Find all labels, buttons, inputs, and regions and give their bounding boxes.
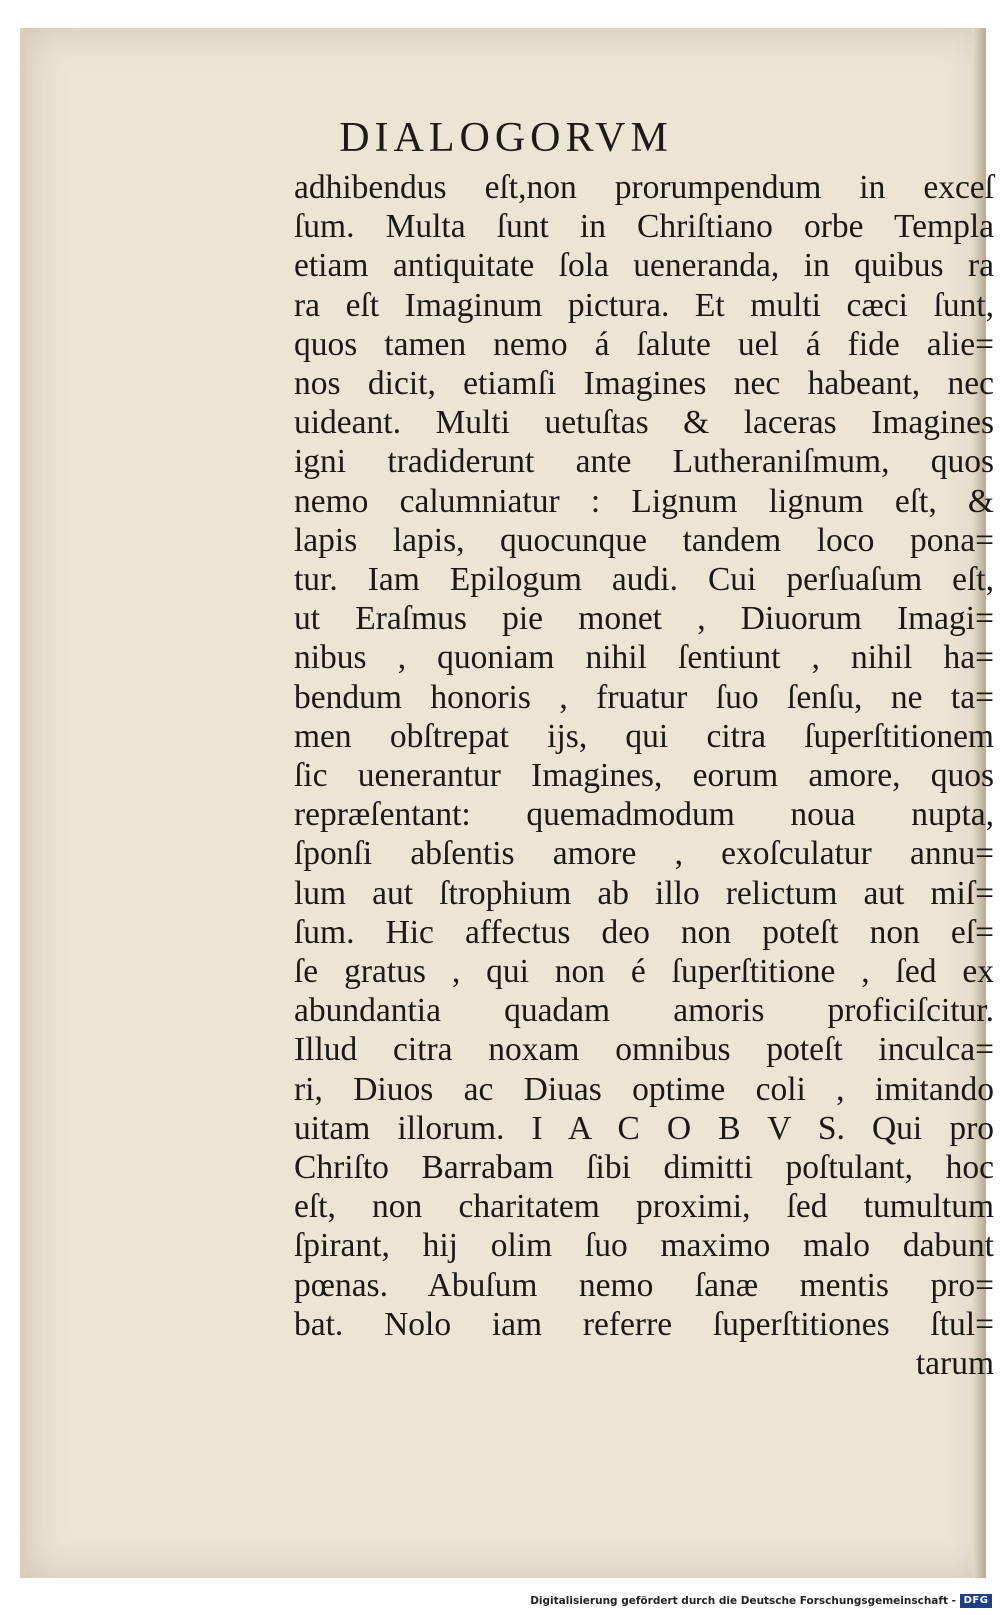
- text-line: bat. Nolo iam referre ſuperſtitiones ſtul=: [294, 1305, 994, 1343]
- text-line: ſum. Hic affectus deo non poteſt non eſ=: [294, 913, 994, 951]
- text-line: lapis lapis, quocunque tandem loco pona=: [294, 521, 994, 559]
- text-line: ſic uenerantur Imagines, eorum amore, quos: [294, 757, 994, 795]
- text-line: ut Eraſmus pie monet , Diuorum Imagi=: [294, 600, 994, 638]
- text-line: nibus , quoniam nihil ſentiunt , nihil ha=: [294, 639, 994, 677]
- text-line: ſum. Multa ſunt in Chriſtiano orbe Templa: [294, 208, 994, 246]
- text-line: ſe gratus , qui non é ſuperſtitione , ſed ex: [294, 953, 994, 991]
- text-line: adhibendus eſt,non prorumpendum in exceſ: [294, 169, 994, 206]
- text-line: ſpirant, hij olim ſuo maximo malo dabunt: [294, 1227, 994, 1265]
- catchword: tarum: [915, 1345, 994, 1383]
- text-line: lum aut ſtrophium ab illo relictum aut miſ=: [294, 874, 994, 912]
- text-line: ſponſi abſentis amore , exoſculatur annu=: [294, 835, 994, 873]
- text-line: bendum honoris , fruatur ſuo ſenſu, ne ta=: [294, 678, 994, 716]
- funding-credit: Digitalisierung gefördert durch die Deutsche Forschungsgemeinschaft -: [530, 1595, 956, 1607]
- footer-bar: [0, 1581, 1000, 1615]
- text-line: quos tamen nemo á ſalute uel á fide alie=: [294, 325, 994, 363]
- running-head: DIALOGORVM: [339, 115, 673, 161]
- text-line: ri, Diuos ac Diuas optime coli , imitando: [294, 1070, 994, 1108]
- text-line: tur. Iam Epilogum audi. Cui perſuaſum eſt,: [294, 561, 994, 599]
- text-line: igni tradiderunt ante Lutheraniſmum, quos: [294, 443, 994, 481]
- text-line: ra eſt Imaginum pictura. Et multi cæci ſunt,: [294, 286, 994, 324]
- text-line: uideant. Multi uetuſtas & laceras Imagines: [294, 404, 994, 442]
- text-line: pœnas. Abuſum nemo ſanæ mentis pro=: [294, 1266, 994, 1304]
- text-line: men obſtrepat ijs, qui citra ſuperſtitionem: [294, 717, 994, 755]
- text-line: abundantia quadam amoris proficiſcitur.: [294, 992, 994, 1030]
- text-line: nemo calumniatur : Lignum lignum eſt, &: [294, 482, 994, 520]
- text-block: [294, 168, 994, 1383]
- dfg-logo-icon: DFG: [960, 1594, 992, 1608]
- text-line: Chriſto Barrabam ſibi dimitti poſtulant, hoc: [294, 1149, 994, 1187]
- text-line: Illud citra noxam omnibus poteſt inculca=: [294, 1031, 994, 1069]
- text-line: nos dicit, etiamſi Imagines nec habeant, nec: [294, 365, 994, 403]
- text-line: repræſentant: quemadmodum noua nupta,: [294, 796, 994, 834]
- text-line: uitam illorum. I A C O B V S. Qui pro: [294, 1109, 994, 1147]
- text-line: etiam antiquitate ſola ueneranda, in quibus ra: [294, 247, 994, 285]
- text-line: eſt, non charitatem proximi, ſed tumultum: [294, 1188, 994, 1226]
- book-page: [20, 28, 994, 1578]
